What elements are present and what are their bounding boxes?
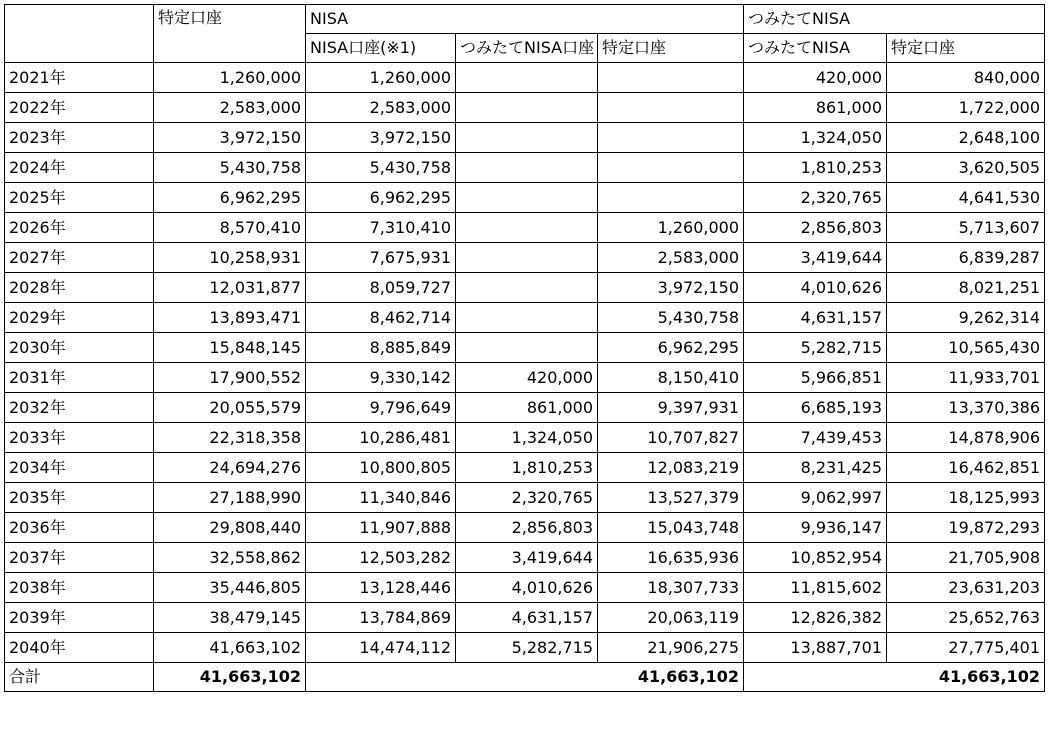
tsumitate-nisa-cell[interactable]: 861,000: [744, 93, 887, 123]
tokutei-after-tsumitate-cell[interactable]: 4,641,530: [887, 183, 1045, 213]
tsumitate-nisa-cell[interactable]: 8,231,425: [744, 453, 887, 483]
nisa-account-cell[interactable]: 10,286,481: [306, 423, 456, 453]
tokutei-after-nisa-cell[interactable]: 12,083,219: [598, 453, 744, 483]
tsumitate-nisa-cell[interactable]: 5,282,715: [744, 333, 887, 363]
nisa-account-cell[interactable]: 7,675,931: [306, 243, 456, 273]
tokutei-after-tsumitate-cell[interactable]: 14,878,906: [887, 423, 1045, 453]
tokutei-after-tsumitate-cell[interactable]: 6,839,287: [887, 243, 1045, 273]
tokutei-after-tsumitate-cell[interactable]: 9,262,314: [887, 303, 1045, 333]
tsumitate-nisa-cell[interactable]: 12,826,382: [744, 603, 887, 633]
table-row: [5, 243, 1045, 273]
tokutei-after-nisa-cell[interactable]: 5,430,758: [598, 303, 744, 333]
tokutei-cell[interactable]: 22,318,358: [154, 423, 306, 453]
tokutei-after-tsumitate-cell[interactable]: 3,620,505: [887, 153, 1045, 183]
tsumitate-nisa-cell[interactable]: 5,966,851: [744, 363, 887, 393]
table-row: [5, 573, 1045, 603]
tsumitate-nisa-account-cell[interactable]: [456, 273, 598, 303]
tokutei-after-tsumitate-cell[interactable]: 27,775,401: [887, 633, 1045, 663]
header-tokutei[interactable]: 特定口座: [154, 5, 306, 63]
header-nisa[interactable]: NISA: [306, 5, 744, 34]
tsumitate-nisa-account-cell[interactable]: [456, 153, 598, 183]
tokutei-after-tsumitate-cell[interactable]: 11,933,701: [887, 363, 1045, 393]
tsumitate-nisa-cell[interactable]: 420,000: [744, 63, 887, 93]
year-cell[interactable]: 2028年: [5, 273, 154, 303]
tsumitate-nisa-cell[interactable]: 2,320,765: [744, 183, 887, 213]
nisa-account-cell[interactable]: 11,340,846: [306, 483, 456, 513]
tsumitate-nisa-account-cell[interactable]: 420,000: [456, 363, 598, 393]
tokutei-after-tsumitate-cell[interactable]: 18,125,993: [887, 483, 1045, 513]
tokutei-cell[interactable]: 1,260,000: [154, 63, 306, 93]
tokutei-cell[interactable]: 38,479,145: [154, 603, 306, 633]
tsumitate-nisa-account-cell[interactable]: [456, 123, 598, 153]
nisa-account-cell[interactable]: 8,462,714: [306, 303, 456, 333]
year-cell[interactable]: 2034年: [5, 453, 154, 483]
tokutei-after-tsumitate-cell[interactable]: 21,705,908: [887, 543, 1045, 573]
year-cell[interactable]: 2039年: [5, 603, 154, 633]
year-cell[interactable]: 2031年: [5, 363, 154, 393]
tokutei-after-tsumitate-cell[interactable]: 25,652,763: [887, 603, 1045, 633]
year-cell[interactable]: 2021年: [5, 63, 154, 93]
year-cell[interactable]: 2037年: [5, 543, 154, 573]
year-cell[interactable]: 2029年: [5, 303, 154, 333]
table-row: [5, 63, 1045, 93]
tokutei-after-tsumitate-cell[interactable]: 1,722,000: [887, 93, 1045, 123]
tokutei-cell[interactable]: 13,893,471: [154, 303, 306, 333]
tokutei-after-nisa-cell[interactable]: 16,635,936: [598, 543, 744, 573]
tokutei-cell[interactable]: 29,808,440: [154, 513, 306, 543]
subheader-tokutei-after-tsumitate[interactable]: 特定口座: [887, 34, 1045, 63]
table-row: [5, 603, 1045, 633]
table-row: [5, 333, 1045, 363]
tokutei-cell[interactable]: 2,583,000: [154, 93, 306, 123]
tsumitate-nisa-account-cell[interactable]: 1,324,050: [456, 423, 598, 453]
tokutei-after-nisa-cell[interactable]: 1,260,000: [598, 213, 744, 243]
year-cell[interactable]: 2030年: [5, 333, 154, 363]
nisa-account-cell[interactable]: 8,059,727: [306, 273, 456, 303]
nisa-account-cell[interactable]: 12,503,282: [306, 543, 456, 573]
tokutei-after-nisa-cell[interactable]: 6,962,295: [598, 333, 744, 363]
tokutei-after-tsumitate-cell[interactable]: 5,713,607: [887, 213, 1045, 243]
nisa-account-cell[interactable]: 5,430,758: [306, 153, 456, 183]
tokutei-after-nisa-cell[interactable]: 15,043,748: [598, 513, 744, 543]
tokutei-cell[interactable]: 5,430,758: [154, 153, 306, 183]
tokutei-after-tsumitate-cell[interactable]: 10,565,430: [887, 333, 1045, 363]
tokutei-cell[interactable]: 10,258,931: [154, 243, 306, 273]
tokutei-cell[interactable]: 17,900,552: [154, 363, 306, 393]
table-row: [5, 93, 1045, 123]
table-row: [5, 273, 1045, 303]
total-tokutei[interactable]: 41,663,102: [154, 663, 306, 692]
nisa-account-cell[interactable]: 2,583,000: [306, 93, 456, 123]
tokutei-after-tsumitate-cell[interactable]: 23,631,203: [887, 573, 1045, 603]
tsumitate-nisa-cell[interactable]: 9,936,147: [744, 513, 887, 543]
tokutei-cell[interactable]: 12,031,877: [154, 273, 306, 303]
tokutei-after-nisa-cell[interactable]: 2,583,000: [598, 243, 744, 273]
nisa-account-cell[interactable]: 13,128,446: [306, 573, 456, 603]
tsumitate-nisa-cell[interactable]: 11,815,602: [744, 573, 887, 603]
tsumitate-nisa-account-cell[interactable]: 861,000: [456, 393, 598, 423]
year-cell[interactable]: 2036年: [5, 513, 154, 543]
year-cell[interactable]: 2040年: [5, 633, 154, 663]
tokutei-cell[interactable]: 35,446,805: [154, 573, 306, 603]
tokutei-after-tsumitate-cell[interactable]: 19,872,293: [887, 513, 1045, 543]
total-row: [5, 663, 1045, 692]
table-row: [5, 363, 1045, 393]
tsumitate-nisa-cell[interactable]: 2,856,803: [744, 213, 887, 243]
tsumitate-nisa-account-cell[interactable]: [456, 303, 598, 333]
total-nisa[interactable]: 41,663,102: [306, 663, 744, 692]
tsumitate-nisa-cell[interactable]: 1,810,253: [744, 153, 887, 183]
tsumitate-nisa-account-cell[interactable]: [456, 243, 598, 273]
year-cell[interactable]: 2025年: [5, 183, 154, 213]
tokutei-cell[interactable]: 24,694,276: [154, 453, 306, 483]
tokutei-after-nisa-cell[interactable]: [598, 123, 744, 153]
tokutei-after-nisa-cell[interactable]: 13,527,379: [598, 483, 744, 513]
tsumitate-nisa-cell[interactable]: 7,439,453: [744, 423, 887, 453]
tokutei-cell[interactable]: 41,663,102: [154, 633, 306, 663]
nisa-account-cell[interactable]: 7,310,410: [306, 213, 456, 243]
tsumitate-nisa-account-cell[interactable]: 4,631,157: [456, 603, 598, 633]
tsumitate-nisa-cell[interactable]: 3,419,644: [744, 243, 887, 273]
nisa-account-cell[interactable]: 1,260,000: [306, 63, 456, 93]
year-cell[interactable]: 2033年: [5, 423, 154, 453]
table-row: [5, 543, 1045, 573]
tokutei-after-nisa-cell[interactable]: 3,972,150: [598, 273, 744, 303]
tsumitate-nisa-account-cell[interactable]: 1,810,253: [456, 453, 598, 483]
tokutei-cell[interactable]: 8,570,410: [154, 213, 306, 243]
tokutei-after-tsumitate-cell[interactable]: 8,021,251: [887, 273, 1045, 303]
tokutei-after-nisa-cell[interactable]: 21,906,275: [598, 633, 744, 663]
tsumitate-nisa-cell[interactable]: 10,852,954: [744, 543, 887, 573]
tsumitate-nisa-account-cell[interactable]: [456, 183, 598, 213]
nisa-account-cell[interactable]: 11,907,888: [306, 513, 456, 543]
year-cell[interactable]: 2023年: [5, 123, 154, 153]
year-cell[interactable]: 2027年: [5, 243, 154, 273]
tokutei-after-tsumitate-cell[interactable]: 840,000: [887, 63, 1045, 93]
tokutei-after-nisa-cell[interactable]: [598, 63, 744, 93]
tsumitate-nisa-account-cell[interactable]: [456, 333, 598, 363]
table-row: [5, 393, 1045, 423]
nisa-account-cell[interactable]: 9,796,649: [306, 393, 456, 423]
tsumitate-nisa-account-cell[interactable]: [456, 63, 598, 93]
nisa-account-cell[interactable]: 6,962,295: [306, 183, 456, 213]
tokutei-after-nisa-cell[interactable]: 8,150,410: [598, 363, 744, 393]
subheader-tokutei-after-nisa[interactable]: 特定口座: [598, 34, 744, 63]
tsumitate-nisa-account-cell[interactable]: [456, 213, 598, 243]
tokutei-after-nisa-cell[interactable]: 10,707,827: [598, 423, 744, 453]
total-label[interactable]: 合計: [5, 663, 154, 692]
tsumitate-nisa-account-cell[interactable]: 5,282,715: [456, 633, 598, 663]
table-row: [5, 153, 1045, 183]
tokutei-after-nisa-cell[interactable]: [598, 183, 744, 213]
table-row: [5, 423, 1045, 453]
tsumitate-nisa-account-cell[interactable]: 4,010,626: [456, 573, 598, 603]
tsumitate-nisa-cell[interactable]: 13,887,701: [744, 633, 887, 663]
table-row: [5, 513, 1045, 543]
nisa-account-cell[interactable]: 8,885,849: [306, 333, 456, 363]
subheader-tsumitate-nisa[interactable]: つみたてNISA: [744, 34, 887, 63]
nisa-account-cell[interactable]: 14,474,112: [306, 633, 456, 663]
tokutei-after-tsumitate-cell[interactable]: 13,370,386: [887, 393, 1045, 423]
tokutei-after-nisa-cell[interactable]: 9,397,931: [598, 393, 744, 423]
tsumitate-nisa-account-cell[interactable]: 3,419,644: [456, 543, 598, 573]
tokutei-after-nisa-cell[interactable]: 18,307,733: [598, 573, 744, 603]
year-cell[interactable]: 2024年: [5, 153, 154, 183]
tokutei-cell[interactable]: 32,558,862: [154, 543, 306, 573]
year-cell[interactable]: 2026年: [5, 213, 154, 243]
header-row-top: [5, 5, 1045, 34]
nisa-account-cell[interactable]: 10,800,805: [306, 453, 456, 483]
tsumitate-nisa-cell[interactable]: 1,324,050: [744, 123, 887, 153]
table-row: [5, 633, 1045, 663]
tokutei-cell[interactable]: 27,188,990: [154, 483, 306, 513]
tokutei-after-nisa-cell[interactable]: [598, 153, 744, 183]
tokutei-after-nisa-cell[interactable]: [598, 93, 744, 123]
year-cell[interactable]: 2038年: [5, 573, 154, 603]
total-tsumitate-nisa[interactable]: 41,663,102: [744, 663, 1045, 692]
header-corner-cell[interactable]: [5, 5, 154, 63]
header-tsumitate-nisa[interactable]: つみたてNISA: [744, 5, 1045, 34]
table-row: [5, 213, 1045, 243]
tsumitate-nisa-cell[interactable]: 4,631,157: [744, 303, 887, 333]
nisa-account-cell[interactable]: 9,330,142: [306, 363, 456, 393]
nisa-account-cell[interactable]: 3,972,150: [306, 123, 456, 153]
tsumitate-nisa-account-cell[interactable]: 2,320,765: [456, 483, 598, 513]
tsumitate-nisa-cell[interactable]: 6,685,193: [744, 393, 887, 423]
tsumitate-nisa-account-cell[interactable]: [456, 93, 598, 123]
year-cell[interactable]: 2035年: [5, 483, 154, 513]
table-row: [5, 303, 1045, 333]
tokutei-cell[interactable]: 3,972,150: [154, 123, 306, 153]
table-row: [5, 453, 1045, 483]
table-row: [5, 183, 1045, 213]
tokutei-cell[interactable]: 20,055,579: [154, 393, 306, 423]
table-row: [5, 483, 1045, 513]
tokutei-after-nisa-cell[interactable]: 20,063,119: [598, 603, 744, 633]
nisa-account-cell[interactable]: 13,784,869: [306, 603, 456, 633]
subheader-tsumitate-nisa-account[interactable]: つみたてNISA口座: [456, 34, 598, 63]
tokutei-cell[interactable]: 6,962,295: [154, 183, 306, 213]
tokutei-cell[interactable]: 15,848,145: [154, 333, 306, 363]
tsumitate-nisa-cell[interactable]: 4,010,626: [744, 273, 887, 303]
table-row: [5, 123, 1045, 153]
tsumitate-nisa-account-cell[interactable]: 2,856,803: [456, 513, 598, 543]
subheader-nisa-account[interactable]: NISA口座(※1): [306, 34, 456, 63]
year-cell[interactable]: 2022年: [5, 93, 154, 123]
tsumitate-nisa-cell[interactable]: 9,062,997: [744, 483, 887, 513]
tokutei-after-tsumitate-cell[interactable]: 16,462,851: [887, 453, 1045, 483]
investment-table: [4, 4, 1045, 692]
tokutei-after-tsumitate-cell[interactable]: 2,648,100: [887, 123, 1045, 153]
year-cell[interactable]: 2032年: [5, 393, 154, 423]
